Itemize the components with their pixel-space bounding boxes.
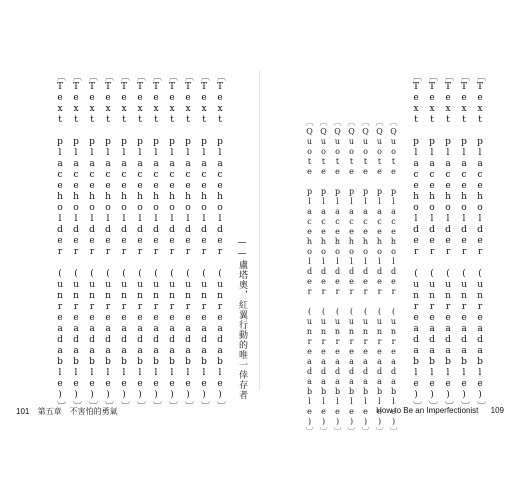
left-folio <box>16 406 118 417</box>
right-quote-column: 〔Quote placeholder (unreadable)〕 <box>319 118 328 436</box>
left-body-column: 〔Text placeholder (unreadable)〕 <box>87 72 97 411</box>
right-quote-column: 〔Quote placeholder (unreadable)〕 <box>333 118 342 436</box>
left-body-column: 〔Text placeholder (unreadable)〕 <box>55 72 65 411</box>
quote-attribution: ——盧塔奧，紅翼行動的唯一倖存者 <box>237 238 247 400</box>
right-body-column: 〔Text placeholder (unreadable)〕 <box>443 72 453 411</box>
right-body-column: 〔Text placeholder (unreadable)〕 <box>459 72 469 411</box>
right-quote-column: 〔Quote placeholder (unreadable)〕 <box>305 118 314 436</box>
right-quote-column: 〔Quote placeholder (unreadable)〕 <box>361 118 370 436</box>
running-head: How to Be an Imperfectionist <box>376 406 479 415</box>
left-body-column: 〔Text placeholder (unreadable)〕 <box>119 72 129 411</box>
page-number: 109 <box>490 406 504 415</box>
right-page <box>260 0 520 500</box>
right-body-column: 〔Text placeholder (unreadable)〕 <box>475 72 485 411</box>
left-body-column: 〔Text placeholder (unreadable)〕 <box>215 72 225 411</box>
left-body-column: 〔Text placeholder (unreadable)〕 <box>199 72 209 411</box>
left-body-column: 〔Text placeholder (unreadable)〕 <box>183 72 193 411</box>
right-quote-column: 〔Quote placeholder (unreadable)〕 <box>375 118 384 436</box>
right-quote-column: 〔Quote placeholder (unreadable)〕 <box>347 118 356 436</box>
right-quote-column: 〔Quote placeholder (unreadable)〕 <box>389 118 398 436</box>
right-body-column: 〔Text placeholder (unreadable)〕 <box>411 72 421 411</box>
left-body-column: 〔Text placeholder (unreadable)〕 <box>151 72 161 411</box>
left-body-column: 〔Text placeholder (unreadable)〕 <box>71 72 81 411</box>
left-body-column: 〔Text placeholder (unreadable)〕 <box>103 72 113 411</box>
page-number: 101 <box>16 407 30 416</box>
right-body-column: 〔Text placeholder (unreadable)〕 <box>427 72 437 411</box>
left-body-column: 〔Text placeholder (unreadable)〕 <box>167 72 177 411</box>
right-folio <box>376 406 504 415</box>
left-body-column: 〔Text placeholder (unreadable)〕 <box>135 72 145 411</box>
running-head: 第五章 不害怕的勇氣 <box>37 407 118 416</box>
